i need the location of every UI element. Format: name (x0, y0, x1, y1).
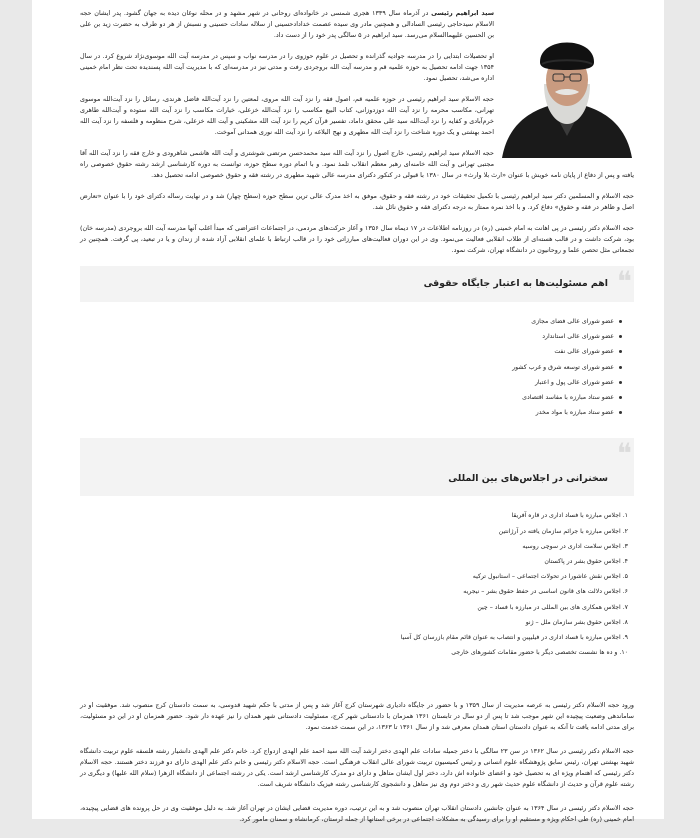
responsibilities-heading-box (80, 266, 634, 302)
person-name: سید ابراهیم رئیسی (431, 9, 494, 17)
list-item: ۱. اجلاس مبارزه با فساد اداری در قاره آفریقا (511, 512, 628, 520)
career-paragraph-2: حجه الاسلام دکتر رئیسی در سال ۱۳۶۲ در سن ۲۳ سالگی با دختر جمیله سادات علم الهدی دختر ارشد آیت الله سید احمد علم الهدی ازدواج کرد. خانم دکتر علم الهدی دانشیار رشته فلسفه علوم تربیت دانشگاه شهید بهشتی تهران، رئیس سابق پژوهشگاه علوم انسانی و رئیس کمیسیون تربیت شورای عالی انقلاب فرهنگی است. حجه الاسلام دکتر رئیسی و خانم دکتر علم الهدی دارای دو فرزند دختر هستند. حجه الاسلام دکتر رئیسی که اهتمام ویژه ای به تحصیل خود و اعضای خانواده اش دارد، دختر اول ایشان متاهل و دارای دو مدرک کارشناسی ارشد است. یکی در رشته اجتماعی از دانشگاه الزهرا (سلام الله علیها) و دیگری در رشته علوم قرآن و حدیث از دانشگاه علوم حدیث شهر ری و دختر دوم وی نیز متاهل و دانشجوی کارشناسی رشته فیزیک دانشگاه شریف است. (80, 747, 634, 789)
list-item: عضو شورای عالی فضای مجازی (80, 314, 614, 329)
bio-paragraph-4: حجه الاسلام سید ابراهیم رئیسی، خارج اصول را نزد آیت الله سید محمدحسن مرتضی شوشتری و آیت الله هاشمی شاهرودی و خارج فقه را نزد آیت الله آقا مجتبی تهرانی و آیت الله خامنه‌ای رهبر معظم انقلاب تلمذ نمود. و با اتمام دوره سطح حوزه، توانست به دوره کارشناسی ارشد رشته حقوق خصوصی راه یافته و پس از دفاع از پایان نامه خویش با عنوان «ارث بلا وارث» در سال ۱۳۸۰ با قبولی در کنکور دکترای مدرسه عالی شهید مطهری در رشته فقه و حقوق خصوصی ادامه تحصیل دهد. (80, 149, 634, 179)
bio-paragraph-6: حجه الاسلام دکتر رئیسی در پی اهانت به امام خمینی (ره) در روزنامه اطلاعات در ۱۷ دیماه سال ۱۳۵۶ و آغاز حرکت‌های مردمی، در اجتماعات اعتراضی که مبدأ اغلب آنها مدرسه آیت الله بروجردی (مدرسه خان) بود، شرکت داشت و در قالب هسته‌ای از طلاب انقلابی فعالیت می‌نمود. وی در این دوران فعالیت‌های مبارزاتی خود را در قالب ارتباط با علمای انقلابی آزاد شده از زندان و یا در تبعید، پی گرفت. همچنین در تجمعاتی مثل تحصن علما و روحانیون در دانشگاه تهران، شرکت نمود. (80, 224, 635, 254)
list-item: عضو شورای عالی پول و اعتبار (80, 375, 614, 390)
list-item: عضو شورای توسعه شرق و غرب کشور (80, 360, 614, 375)
list-item: ۶. اجلاس دلالت های قانون اساسی در حفظ حقوق بشر – نیجریه (463, 588, 628, 596)
bio-paragraph-1-text: در آذرماه سال ۱۳۳۹ هجری شمسی در خانواده‌ای روحانی در شهر مشهد و در محله نوغان دیده به جهان گشود. پدر ایشان حجه الاسلام سیدحاجی رئیسی السادالی و همچنین مادر وی سیده عصمت خداداد‌حسینی از سلاله سادات حسینی و نسبش از هر دو طرف به حضرت زید بن علی بن الحسین علیهماالسلام می‌رسد. سید ابراهیم در ۵ سالگی پدر خود را از دست داد. (80, 9, 494, 39)
list-item: ۱۰. و ده ها نشست تخصصی دیگر با حضور مقامات کشورهای خارجی (451, 649, 628, 657)
list-item: عضو ستاد مبارزه با مواد مخدر (80, 405, 614, 420)
article-content (80, 8, 634, 838)
biography-section (80, 8, 634, 138)
list-item: ۳. اجلاس سلامت اداری در سوچی روسیه (522, 542, 628, 550)
bio-paragraph-5: حجه الاسلام و المسلمین دکتر سید ابراهیم رئیسی با تکمیل تحقیقات خود در رشته فقه و حقوق، موفق به اخذ مدرک عالی ترین سطح حوزه (سطح چهار) شد و در نهایت رساله دکترای خود را با عنوان «تعارض اصل و ظاهر در فقه و حقوق» دفاع کرد. و با اخذ نمره ممتاز به درجه دکترای فقه و حقوق نائل شد. (80, 192, 634, 211)
list-item: ۷. اجلاس همکاری های بین المللی در مبارزه با فساد – چین (477, 603, 628, 611)
responsibilities-title: اهم مسئولیت‌ها به اعتبار جایگاه حقوقی (423, 278, 608, 289)
list-item: ۴. اجلاس حقوق بشر در پاکستان (544, 558, 628, 566)
list-item: ۸. اجلاس حقوق بشر سازمان ملل – ژنو (525, 618, 628, 626)
career-paragraph-1: ورود حجه الاسلام دکتر رئیسی به عرصه مدیریت از سال ۱۳۵۹ و با حضور در جایگاه دادیاری شهرستان کرج آغاز شد و پس از مدتی با حکم شهید قدوسی، به سمت دادستان کرج منصوب شد. موفقیت او در ساماندهی وضعیت پیچیده این شهر موجب شد تا پس از دو سال در تابستان ۱۳۶۱ همزمان با دادستانی شهر کرج، مسئولیت دادستانی شهر همدان را نیز عهده دار شود. حضور همزمان او در این دو مسئولیت، برای مدتی ادامه یافت تا آنکه به عنوان دادستان استان همدان معرفی شد و از سال ۱۳۶۱ تا ۱۳۶۳، در این سمت خدمت نمود. (80, 701, 635, 732)
quote-mark-icon: ❝ (616, 437, 632, 471)
conferences-title: سخنرانی در اجلاس‌های بین المللی (448, 473, 608, 485)
list-item: عضو شورای عالی استاندارد (80, 329, 614, 344)
responsibilities-list (80, 314, 634, 420)
list-item: عضو ستاد مبارزه با مفاسد اقتصادی (80, 390, 614, 405)
quote-mark-icon: ❝ (616, 265, 632, 298)
conferences-list (80, 508, 634, 660)
career-paragraph-3: حجه الاسلام دکتر رئیسی در سال ۱۳۶۴ به عنوان جانشین دادستان انقلاب تهران منصوب شد و به این ترتیب، دوره مدیریت قضایی ایشان در تهران آغاز شد. به دلیل موفقیت وی در حل پرونده های قضایی پیچیده، امام خمینی (ره) طی احکام ویژه و مستقیم او را برای رسیدگی به مشکلات اجتماعی در برخی استانها از جمله لرستان، کرمانشاه و سمنان مامور کرد. (80, 804, 634, 824)
career-section (80, 700, 634, 825)
bio-paragraph-2: او تحصیلات ابتدایی را در مدرسه جوادیه گذرانده و تحصیل در علوم حوزوی را در مدرسه نواب و سپس در مدرسه آیت الله موسوی‌نژاد شروع کرد. در سال ۱۳۵۴ جهت ادامه تحصیل به حوزه علمیه قم و مدرسه آیت الله بروجردی رفت و مدتی نیز در مدرسه‌ای که با مدیریت آیت الله پسندیده تحت نظر امام خمینی اداره می‌شد، تحصیل نمود. (80, 52, 494, 82)
list-item: ۹. اجلاس مبارزه با فساد اداری در فیلیپین و انتصاب به عنوان قائم مقام بازرسان کل آسیا (400, 634, 628, 642)
list-item: ۲. اجلاس مبارزه با جرائم سازمان یافته در آرژانتین (498, 527, 628, 535)
article-page (32, 0, 664, 824)
conferences-heading-box (80, 438, 634, 496)
list-item: ۵. اجلاس نقش عاشورا در تحولات اجتماعی – استانبول ترکیه (472, 573, 628, 581)
bio-paragraph-3: حجه الاسلام سید ابراهیم رئیسی در حوزه علمیه قم، اصول فقه را نزد آیت الله مروی، لمعتین را نزد آیت‌الله فاضل هرندی، رسائل را نزد آیت‌الله موسوی تهرانی، مکاسب محرمه را نزد آیت الله دوزدوزانی، کتاب البیع مکاسب را نزد آیت‌الله خزعلی، خیارات مکاسب را نزد آیت الله ستوده و آیت‌الله طاهری خرم‌آبادی و کفایه را نزد آیت‌الله سید علی محقق داماد، تفسیر قرآن کریم را نزد آیت الله مشکینی و آیت الله خزعلی، شرح منظومه و فلسفه را نزد آیت الله احمد بهشتی و یک دوره شناخت را نزد آیت الله مطهری و نهج البلاغه را نزد آیت الله نوری همدانی آموخت. (80, 95, 494, 136)
list-item: عضو شورای عالی نفت (80, 344, 614, 359)
portrait-photo (500, 24, 634, 158)
